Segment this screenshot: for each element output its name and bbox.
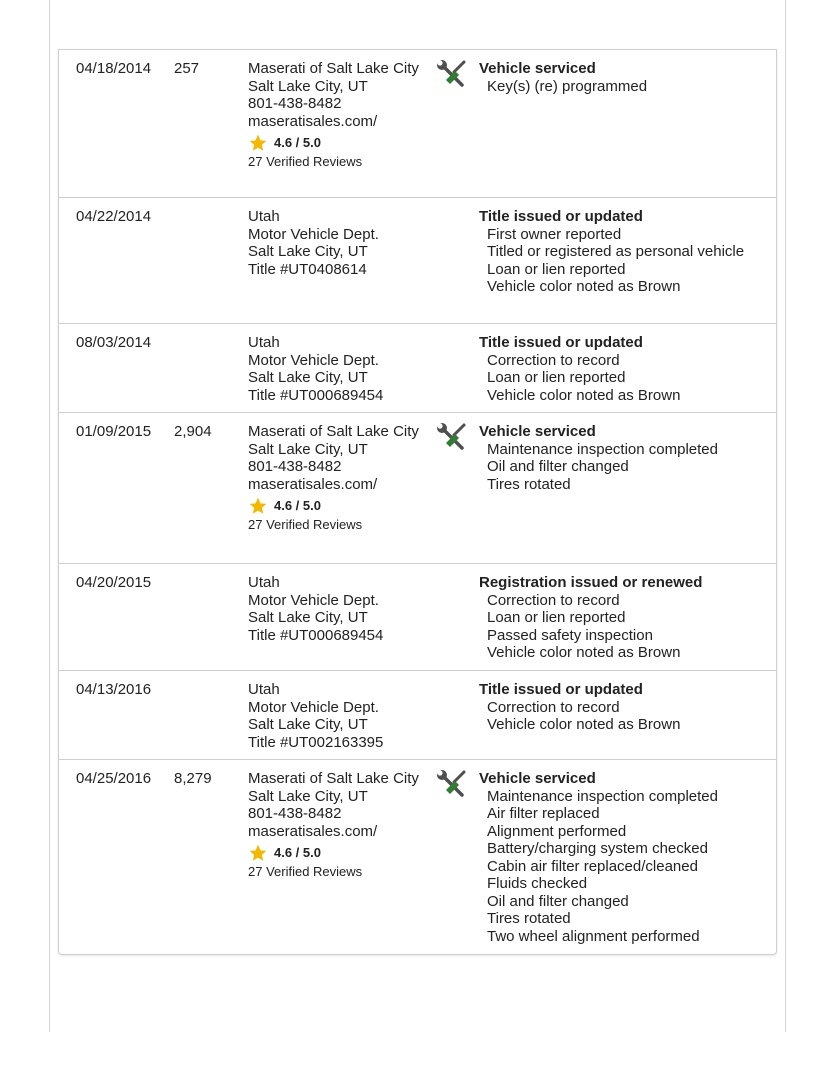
record-mileage: 2,904 (174, 423, 212, 440)
source-website-link[interactable]: maseratisales.com/ (248, 475, 378, 493)
record-mileage: 8,279 (174, 770, 212, 787)
event-item: Alignment performed (487, 822, 627, 840)
dealer-rating[interactable] (248, 133, 428, 153)
record-date: 04/13/2016 (76, 681, 152, 698)
source-name-link[interactable]: Maserati of Salt Lake City (248, 60, 419, 77)
source-website-link[interactable]: maseratisales.com/ (248, 112, 378, 130)
event-item: Vehicle color noted as Brown (487, 644, 681, 661)
event-item: Vehicle color noted as Brown (487, 386, 681, 404)
record-source (248, 208, 428, 278)
source-location: Salt Lake City, UT (248, 787, 368, 805)
history-row (59, 563, 776, 670)
event-heading: Title issued or updated (479, 208, 643, 225)
source-agency: Motor Vehicle Dept. (248, 591, 379, 609)
record-details (479, 334, 769, 404)
source-name: Utah (248, 681, 280, 698)
star-icon (248, 496, 268, 516)
event-item: Key(s) (re) programmed (487, 77, 648, 95)
rating-value: 4.6 / 5.0 (274, 845, 321, 861)
service-tools-icon (436, 421, 468, 451)
record-details (479, 770, 769, 945)
history-row (59, 50, 776, 197)
record-details (479, 60, 769, 95)
event-item: Correction to record (487, 591, 620, 609)
source-name: Utah (248, 574, 280, 591)
event-item: Oil and filter changed (487, 892, 629, 910)
source-location: Salt Lake City, UT (248, 609, 368, 626)
record-date: 08/03/2014 (76, 334, 152, 351)
source-location: Salt Lake City, UT (248, 77, 368, 95)
source-phone: 801-438-8482 (248, 95, 342, 112)
event-heading: Vehicle serviced (479, 423, 596, 440)
record-source (248, 574, 428, 644)
record-date: 04/25/2016 (76, 770, 152, 787)
record-details (479, 681, 769, 734)
event-item: Loan or lien reported (487, 369, 626, 386)
history-row (59, 412, 776, 563)
source-name-link[interactable]: Maserati of Salt Lake City (248, 770, 419, 787)
source-location: Salt Lake City, UT (248, 716, 368, 733)
record-source (248, 334, 428, 404)
event-item: Correction to record (487, 698, 620, 716)
event-item: Tires rotated (487, 910, 571, 927)
verified-reviews-link[interactable]: 27 Verified Reviews (248, 864, 363, 879)
rating-value: 4.6 / 5.0 (274, 498, 321, 514)
history-row (59, 759, 776, 954)
record-source (248, 681, 428, 751)
event-heading: Registration issued or renewed (479, 574, 703, 591)
source-name: Utah (248, 334, 280, 351)
history-row (59, 197, 776, 323)
event-heading: Vehicle serviced (479, 60, 596, 77)
star-icon (248, 843, 268, 863)
event-item: Titled or registered as personal vehicle (487, 243, 745, 260)
verified-reviews-link[interactable]: 27 Verified Reviews (248, 517, 363, 532)
event-item: Battery/charging system checked (487, 840, 708, 857)
event-item: Maintenance inspection completed (487, 787, 718, 805)
source-title-number: Title #UT000689454 (248, 386, 384, 404)
record-source (248, 423, 428, 533)
rating-value: 4.6 / 5.0 (274, 135, 321, 151)
page-border-left (49, 0, 50, 1032)
dealer-rating[interactable] (248, 496, 428, 516)
event-item: Vehicle color noted as Brown (487, 278, 681, 295)
record-details (479, 423, 769, 493)
event-item: Maintenance inspection completed (487, 440, 718, 458)
event-item: Correction to record (487, 351, 620, 369)
record-date: 04/18/2014 (76, 60, 152, 77)
event-item: Oil and filter changed (487, 458, 629, 475)
event-item: Fluids checked (487, 875, 588, 892)
source-agency: Motor Vehicle Dept. (248, 698, 379, 716)
event-item: Two wheel alignment performed (487, 927, 700, 945)
source-location: Salt Lake City, UT (248, 369, 368, 386)
event-heading: Title issued or updated (479, 334, 643, 351)
record-mileage: 257 (174, 60, 200, 77)
record-source (248, 60, 428, 170)
source-website-link[interactable]: maseratisales.com/ (248, 822, 378, 840)
source-agency: Motor Vehicle Dept. (248, 351, 379, 369)
page-border-right (785, 0, 786, 1032)
source-phone: 801-438-8482 (248, 805, 342, 822)
source-location: Salt Lake City, UT (248, 243, 368, 260)
history-row (59, 670, 776, 759)
dealer-rating[interactable] (248, 843, 428, 863)
verified-reviews-link[interactable]: 27 Verified Reviews (248, 154, 363, 169)
event-heading: Vehicle serviced (479, 770, 596, 787)
source-title-number: Title #UT002163395 (248, 733, 384, 751)
event-item: First owner reported (487, 225, 622, 243)
service-tools-icon (436, 768, 468, 798)
source-location: Salt Lake City, UT (248, 440, 368, 458)
record-details (479, 574, 769, 662)
service-tools-icon (436, 58, 468, 88)
record-details (479, 208, 769, 296)
source-name-link[interactable]: Maserati of Salt Lake City (248, 423, 419, 440)
source-title-number: Title #UT000689454 (248, 626, 384, 644)
event-item: Tires rotated (487, 475, 571, 493)
history-row (59, 323, 776, 412)
source-phone: 801-438-8482 (248, 458, 342, 475)
source-name: Utah (248, 208, 280, 225)
event-item: Loan or lien reported (487, 609, 626, 626)
source-agency: Motor Vehicle Dept. (248, 225, 379, 243)
star-icon (248, 133, 268, 153)
record-date: 04/22/2014 (76, 208, 152, 225)
record-date: 01/09/2015 (76, 423, 152, 440)
source-title-number: Title #UT0408614 (248, 260, 367, 278)
event-item: Passed safety inspection (487, 626, 653, 644)
event-item: Loan or lien reported (487, 260, 626, 278)
vehicle-history-table (58, 49, 777, 955)
event-item: Vehicle color noted as Brown (487, 716, 681, 733)
record-date: 04/20/2015 (76, 574, 152, 591)
event-item: Cabin air filter replaced/cleaned (487, 857, 698, 875)
event-item: Air filter replaced (487, 805, 600, 822)
event-heading: Title issued or updated (479, 681, 643, 698)
record-source (248, 770, 428, 880)
